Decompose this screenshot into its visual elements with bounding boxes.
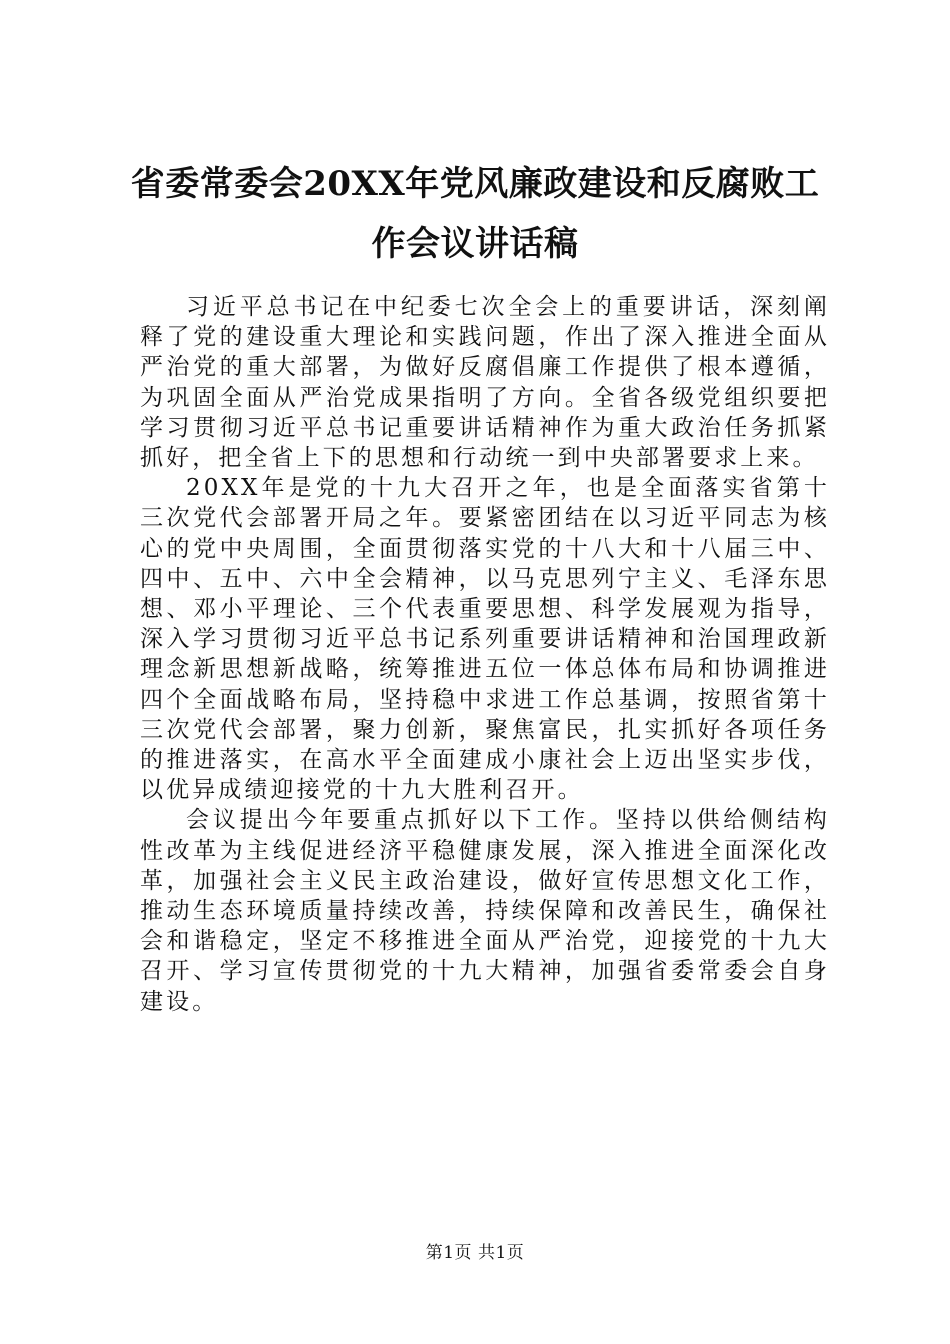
body-paragraph-3: 会议提出今年要重点抓好以下工作。坚持以供给侧结构性改革为主线促进经济平稳健康发展，深入推进全面深化改革，加强社会主义民主政治建设，做好宣传思想文化工作，推动生态环境质量持续改善，持续保障和改善民生，确保社会和谐稳定，坚定不移推进全面从严治党，迎接党的十九大召开、学习宣传贯彻党的十九大精神，加强省委常委会自身建设。 [140,807,830,1015]
document-title-line-2: 作会议讲话稿 [371,224,579,264]
body-paragraph-1: 习近平总书记在中纪委七次全会上的重要讲话，深刻阐释了党的建设重大理论和实践问题，作出了深入推进全面从严治党的重大部署，为做好反腐倡廉工作提供了根本遵循，为巩固全面从严治党成果指明了方向。全省各级党组织要把学习贯彻习近平总书记重要讲话精神作为重大政治任务抓紧抓好，把全省上下的思想和行动统一到中央部署要求上来。 [140,294,830,472]
document-body [140,292,830,1017]
document-title-line-1: 省委常委会20XX年党风廉政建设和反腐败工 [130,164,820,204]
page-footer: 第1页 共1页 [425,1243,525,1263]
body-paragraph-2: 20XX年是党的十九大召开之年，也是全面落实省第十三次党代会部署开局之年。要紧密团结在以习近平同志为核心的党中央周围，全面贯彻落实党的十八大和十八届三中、四中、五中、六中全会精神，以马克思列宁主义、毛泽东思想、邓小平理论、三个代表重要思想、科学发展观为指导，深入学习贯彻习近平总书记系列重要讲话精神和治国理政新理念新思想新战略，统筹推进五位一体总体布局和协调推进四个全面战略布局，坚持稳中求进工作总基调，按照省第十三次党代会部署，聚力创新，聚焦富民，扎实抓好各项任务的推进落实，在高水平全面建成小康社会上迈出坚实步伐，以优异成绩迎接党的十九大胜利召开。 [140,475,830,804]
